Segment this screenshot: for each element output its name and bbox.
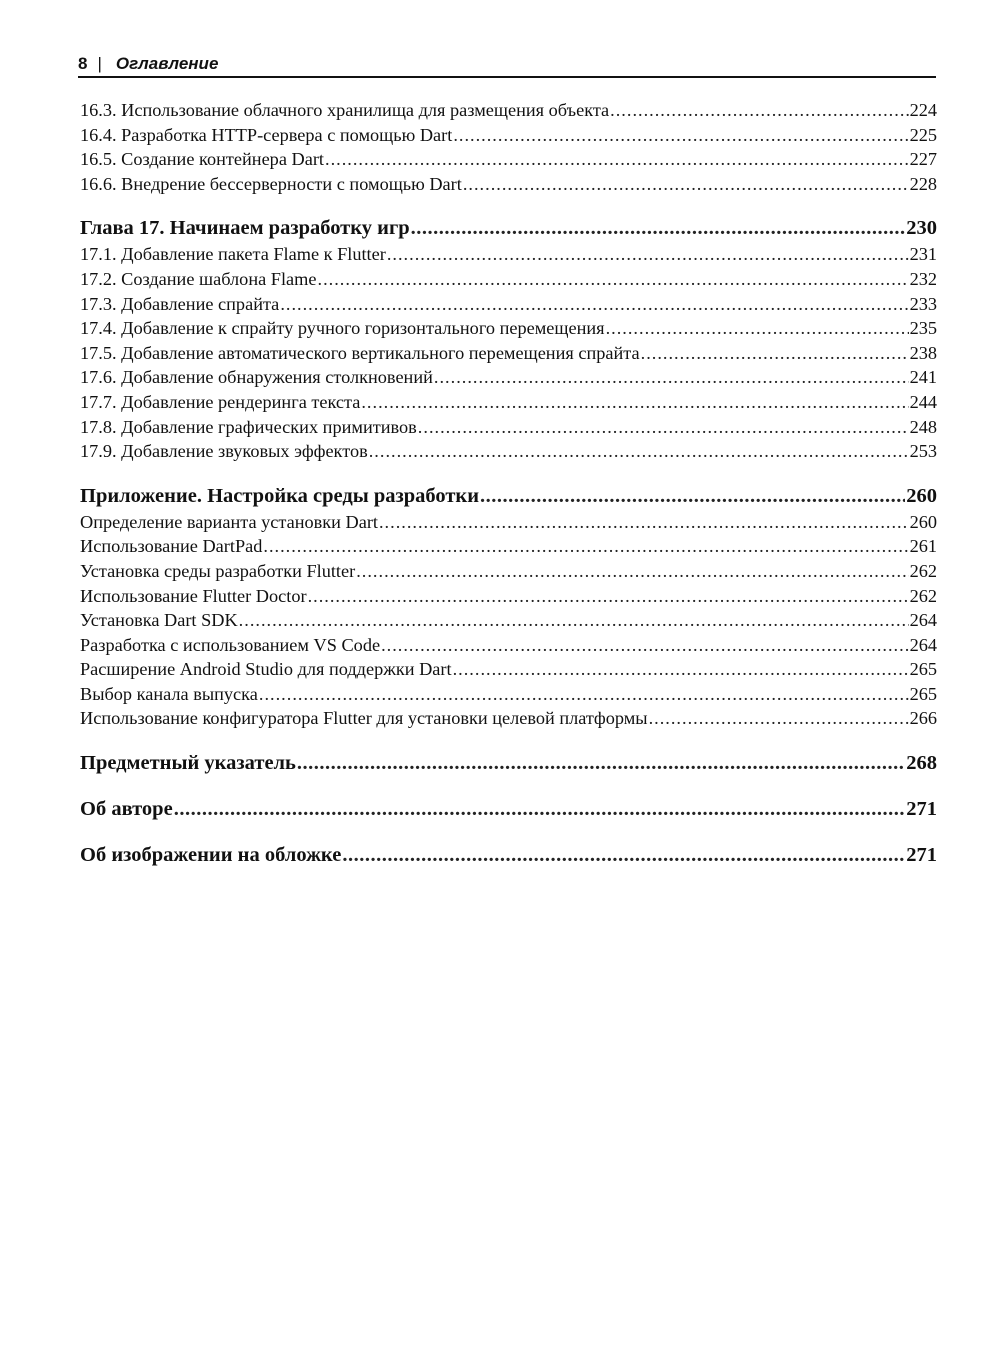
toc-entry[interactable] [80,242,937,267]
toc-entry-page: 244 [909,391,937,412]
page-header [78,52,936,78]
toc-entry-page: 265 [909,659,937,680]
dot-leader [453,657,909,682]
toc-entry[interactable] [80,439,937,464]
toc-entry-label: Определение варианта установки Dart [80,511,378,532]
dot-leader [480,483,905,510]
toc-entry-label: 17.7. Добавление рендеринга текста [80,391,361,412]
toc-entry[interactable] [80,123,937,148]
toc-entry-page: 271 [906,798,937,821]
toc-entry[interactable] [80,706,937,731]
dot-leader [606,316,909,341]
dot-leader [308,584,909,609]
dot-leader [325,147,909,172]
dot-leader [342,842,905,869]
toc-entry[interactable] [80,608,937,633]
toc-entry[interactable] [80,341,937,366]
toc-entry[interactable] [80,510,937,535]
toc-entry[interactable] [80,559,937,584]
running-title: Оглавление [115,54,219,73]
toc-entry-label: Использование конфигуратора Flutter для установки целевой платформы [80,708,648,729]
toc-entry-label: 16.5. Создание контейнера Dart [80,149,324,170]
dot-leader [649,706,909,731]
toc-entry-page: 238 [909,342,937,363]
toc-entry-page: 228 [909,173,937,194]
toc-entry[interactable] [80,415,937,440]
toc-entry-label: Расширение Android Studio для поддержки Dart [80,659,452,680]
toc-entry-label: 17.4. Добавление к спрайту ручного горизонтального перемещения [80,318,605,339]
page-number: 8 [78,54,88,73]
toc-entry[interactable] [80,98,937,123]
toc-entry-page: 262 [909,560,937,581]
toc-entry-label: 17.3. Добавление спрайта [80,293,280,314]
toc-entry[interactable] [80,584,937,609]
toc-entry[interactable] [80,534,937,559]
toc-entry-label: 16.6. Внедрение бессерверности с помощью Dart [80,173,462,194]
toc-entry-page: 225 [909,124,937,145]
toc-section-chapter-16 [80,98,937,196]
toc-entry[interactable] [80,657,937,682]
toc-entry-label: 16.4. Разработка HTTP-сервера с помощью Dart [80,124,453,145]
toc-chapter-page: 230 [906,217,937,240]
toc-entry-page: 264 [909,610,937,631]
toc-entry-label: 17.6. Добавление обнаружения столкновений [80,367,433,388]
toc-entry-page: 231 [909,244,937,265]
toc-section-chapter-17 [80,215,937,463]
toc-entry[interactable] [80,633,937,658]
dot-leader [641,341,909,366]
toc-entry-page: 235 [909,318,937,339]
toc-entry-label: Использование DartPad [80,536,263,557]
toc-entry-label: 17.1. Добавление пакета Flame к Flutter [80,244,386,265]
toc-chapter-heading[interactable] [80,215,937,242]
toc-entry-label: 17.8. Добавление графических примитивов [80,416,417,437]
toc-entry[interactable] [80,390,937,415]
toc-entry-page: 253 [909,441,937,462]
toc-entry[interactable] [80,365,937,390]
toc-entry-page: 265 [909,683,937,704]
toc-chapter-heading[interactable] [80,483,937,510]
toc-index-entry[interactable] [80,750,937,778]
dot-leader [297,750,905,777]
toc-entry-page: 248 [909,416,937,437]
toc-chapter-label: Приложение. Настройка среды разработки [80,484,480,507]
toc-author-entry[interactable] [80,796,937,824]
toc-entry[interactable] [80,267,937,292]
toc-entry-label: Предметный указатель [80,752,296,775]
toc-entry-page: 260 [909,511,937,532]
toc-entry-label: Установка среды разработки Flutter [80,560,356,581]
toc-entry-label: 17.2. Создание шаблона Flame [80,268,317,289]
toc-entry-page: 268 [906,752,937,775]
toc-entry-page: 224 [909,100,937,120]
toc-entry-label: 17.5. Добавление автоматического вертикального перемещения спрайта [80,342,640,363]
dot-leader [381,633,909,658]
header-separator: | [97,54,102,73]
dot-leader [280,292,908,317]
dot-leader [387,242,909,267]
dot-leader [453,123,908,148]
toc-entry[interactable] [80,147,937,172]
toc-chapter-page: 260 [906,484,937,507]
toc-entry-page: 271 [906,844,937,867]
dot-leader [361,390,908,415]
toc-author-entry-block [80,796,937,824]
dot-leader [263,534,908,559]
toc-entry-page: 266 [909,708,937,729]
dot-leader [610,98,908,123]
toc-entry-page: 241 [909,367,937,388]
dot-leader [174,796,906,823]
dot-leader [434,365,909,390]
toc-entry-page: 232 [909,268,937,289]
toc-entry-label: Об изображении на обложке [80,844,342,867]
toc-entry-page: 262 [909,585,937,606]
toc-entry-label: 16.3. Использование облачного хранилища для размещения объекта [80,100,610,120]
dot-leader [463,172,909,197]
toc-entry[interactable] [80,682,937,707]
toc-entry-label: Об авторе [80,798,173,821]
toc-chapter-label: Глава 17. Начинаем разработку игр [80,217,410,240]
dot-leader [411,215,906,242]
dot-leader [259,682,909,707]
toc-entry-page: 264 [909,634,937,655]
table-of-contents [80,98,937,888]
toc-cover-entry[interactable] [80,842,937,870]
dot-leader [369,439,909,464]
toc-entry-label: Разработка с использованием VS Code [80,634,381,655]
dot-leader [356,559,908,584]
toc-entry-page: 227 [909,149,937,170]
toc-entry[interactable] [80,316,937,341]
toc-entry-label: 17.9. Добавление звуковых эффектов [80,441,368,462]
toc-index-entry-block [80,750,937,778]
dot-leader [418,415,909,440]
toc-cover-entry-block [80,842,937,870]
dot-leader [379,510,909,535]
dot-leader [318,267,909,292]
toc-entry-page: 233 [909,293,937,314]
toc-entry-label: Установка Dart SDK [80,610,238,631]
toc-entry-label: Использование Flutter Doctor [80,585,307,606]
dot-leader [239,608,909,633]
toc-entry[interactable] [80,292,937,317]
toc-section-appendix [80,483,937,731]
toc-entry[interactable] [80,172,937,197]
toc-entry-page: 261 [909,536,937,557]
toc-entry-label: Выбор канала выпуска [80,683,258,704]
